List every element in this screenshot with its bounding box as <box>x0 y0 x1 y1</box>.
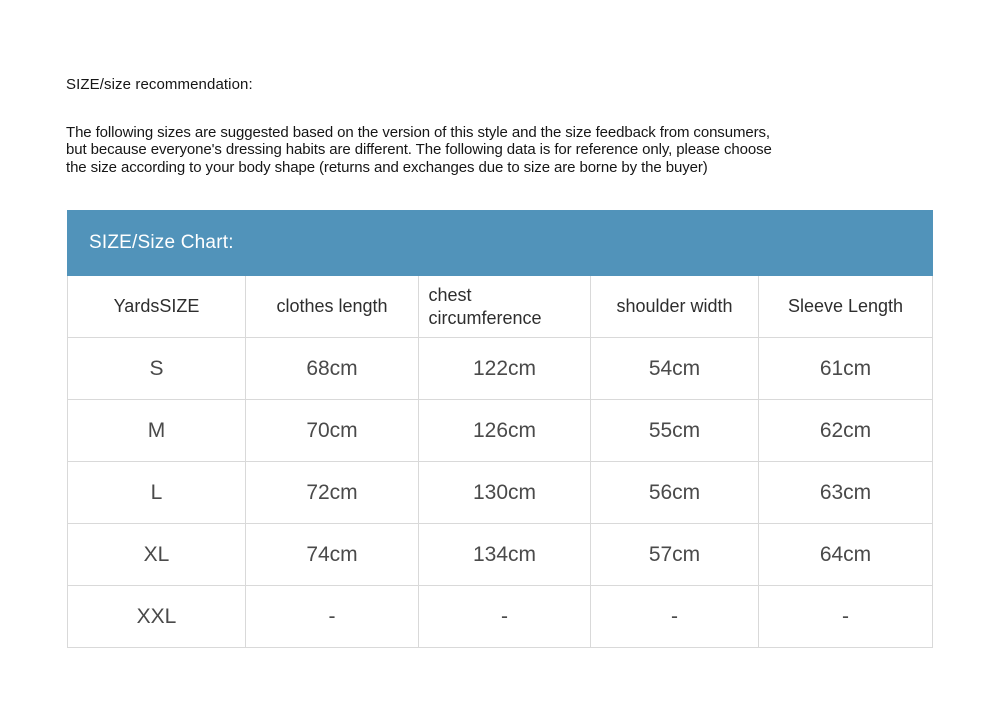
size-cell: S <box>68 337 245 399</box>
recommendation-text-line: The following sizes are suggested based on the version of this style and the size feedback from consumers, <box>66 124 770 141</box>
sleeve-length-cell: - <box>758 585 932 647</box>
chest-circumference-cell: 126cm <box>418 399 590 461</box>
recommendation-text-line: the size according to your body shape (returns and exchanges due to size are borne by the buyer) <box>66 158 708 176</box>
size-cell: M <box>68 399 245 461</box>
shoulder-width-cell: 56cm <box>590 461 758 523</box>
column-header-label: Sleeve Length <box>787 296 904 316</box>
size-cell: XL <box>68 523 245 585</box>
size-cell: XXL <box>68 585 245 647</box>
size-cell: L <box>68 461 245 523</box>
chest-circumference-cell: - <box>418 585 590 647</box>
column-header-label: shoulder width <box>616 296 733 316</box>
sleeve-length-cell: 64cm <box>758 523 932 585</box>
chest-circumference-cell: 134cm <box>418 523 590 585</box>
recommendation-text-line: but because everyone's dressing habits are different. The following data is for reference only, please choose <box>66 141 772 159</box>
column-header-clothes-length <box>245 276 418 337</box>
size-recommendation-title: SIZE/size recommendation: <box>66 76 253 93</box>
column-header-shoulder-width <box>590 276 758 337</box>
sleeve-length-cell: 61cm <box>758 337 932 399</box>
column-header-label: chest circumference <box>428 284 542 328</box>
clothes-length-cell: 72cm <box>245 461 418 523</box>
shoulder-width-cell: - <box>590 585 758 647</box>
clothes-length-cell: 74cm <box>245 523 418 585</box>
column-header-chest-circumference <box>418 276 590 337</box>
clothes-length-cell: - <box>245 585 418 647</box>
shoulder-width-cell: 57cm <box>590 523 758 585</box>
size-table <box>67 276 933 648</box>
sleeve-length-cell: 62cm <box>758 399 932 461</box>
clothes-length-cell: 68cm <box>245 337 418 399</box>
chest-circumference-cell: 130cm <box>418 461 590 523</box>
column-header-label: YardsSIZE <box>113 296 200 316</box>
column-header-label: clothes length <box>276 296 388 316</box>
shoulder-width-cell: 55cm <box>590 399 758 461</box>
shoulder-width-cell: 54cm <box>590 337 758 399</box>
chest-circumference-cell: 122cm <box>418 337 590 399</box>
size-chart-header-bar <box>67 210 933 276</box>
column-header-sleeve-length <box>758 276 932 337</box>
clothes-length-cell: 70cm <box>245 399 418 461</box>
size-chart-title: SIZE/Size Chart: <box>89 232 234 253</box>
size-recommendation-text <box>66 124 772 176</box>
column-header-yards-size <box>68 276 245 337</box>
sleeve-length-cell: 63cm <box>758 461 932 523</box>
